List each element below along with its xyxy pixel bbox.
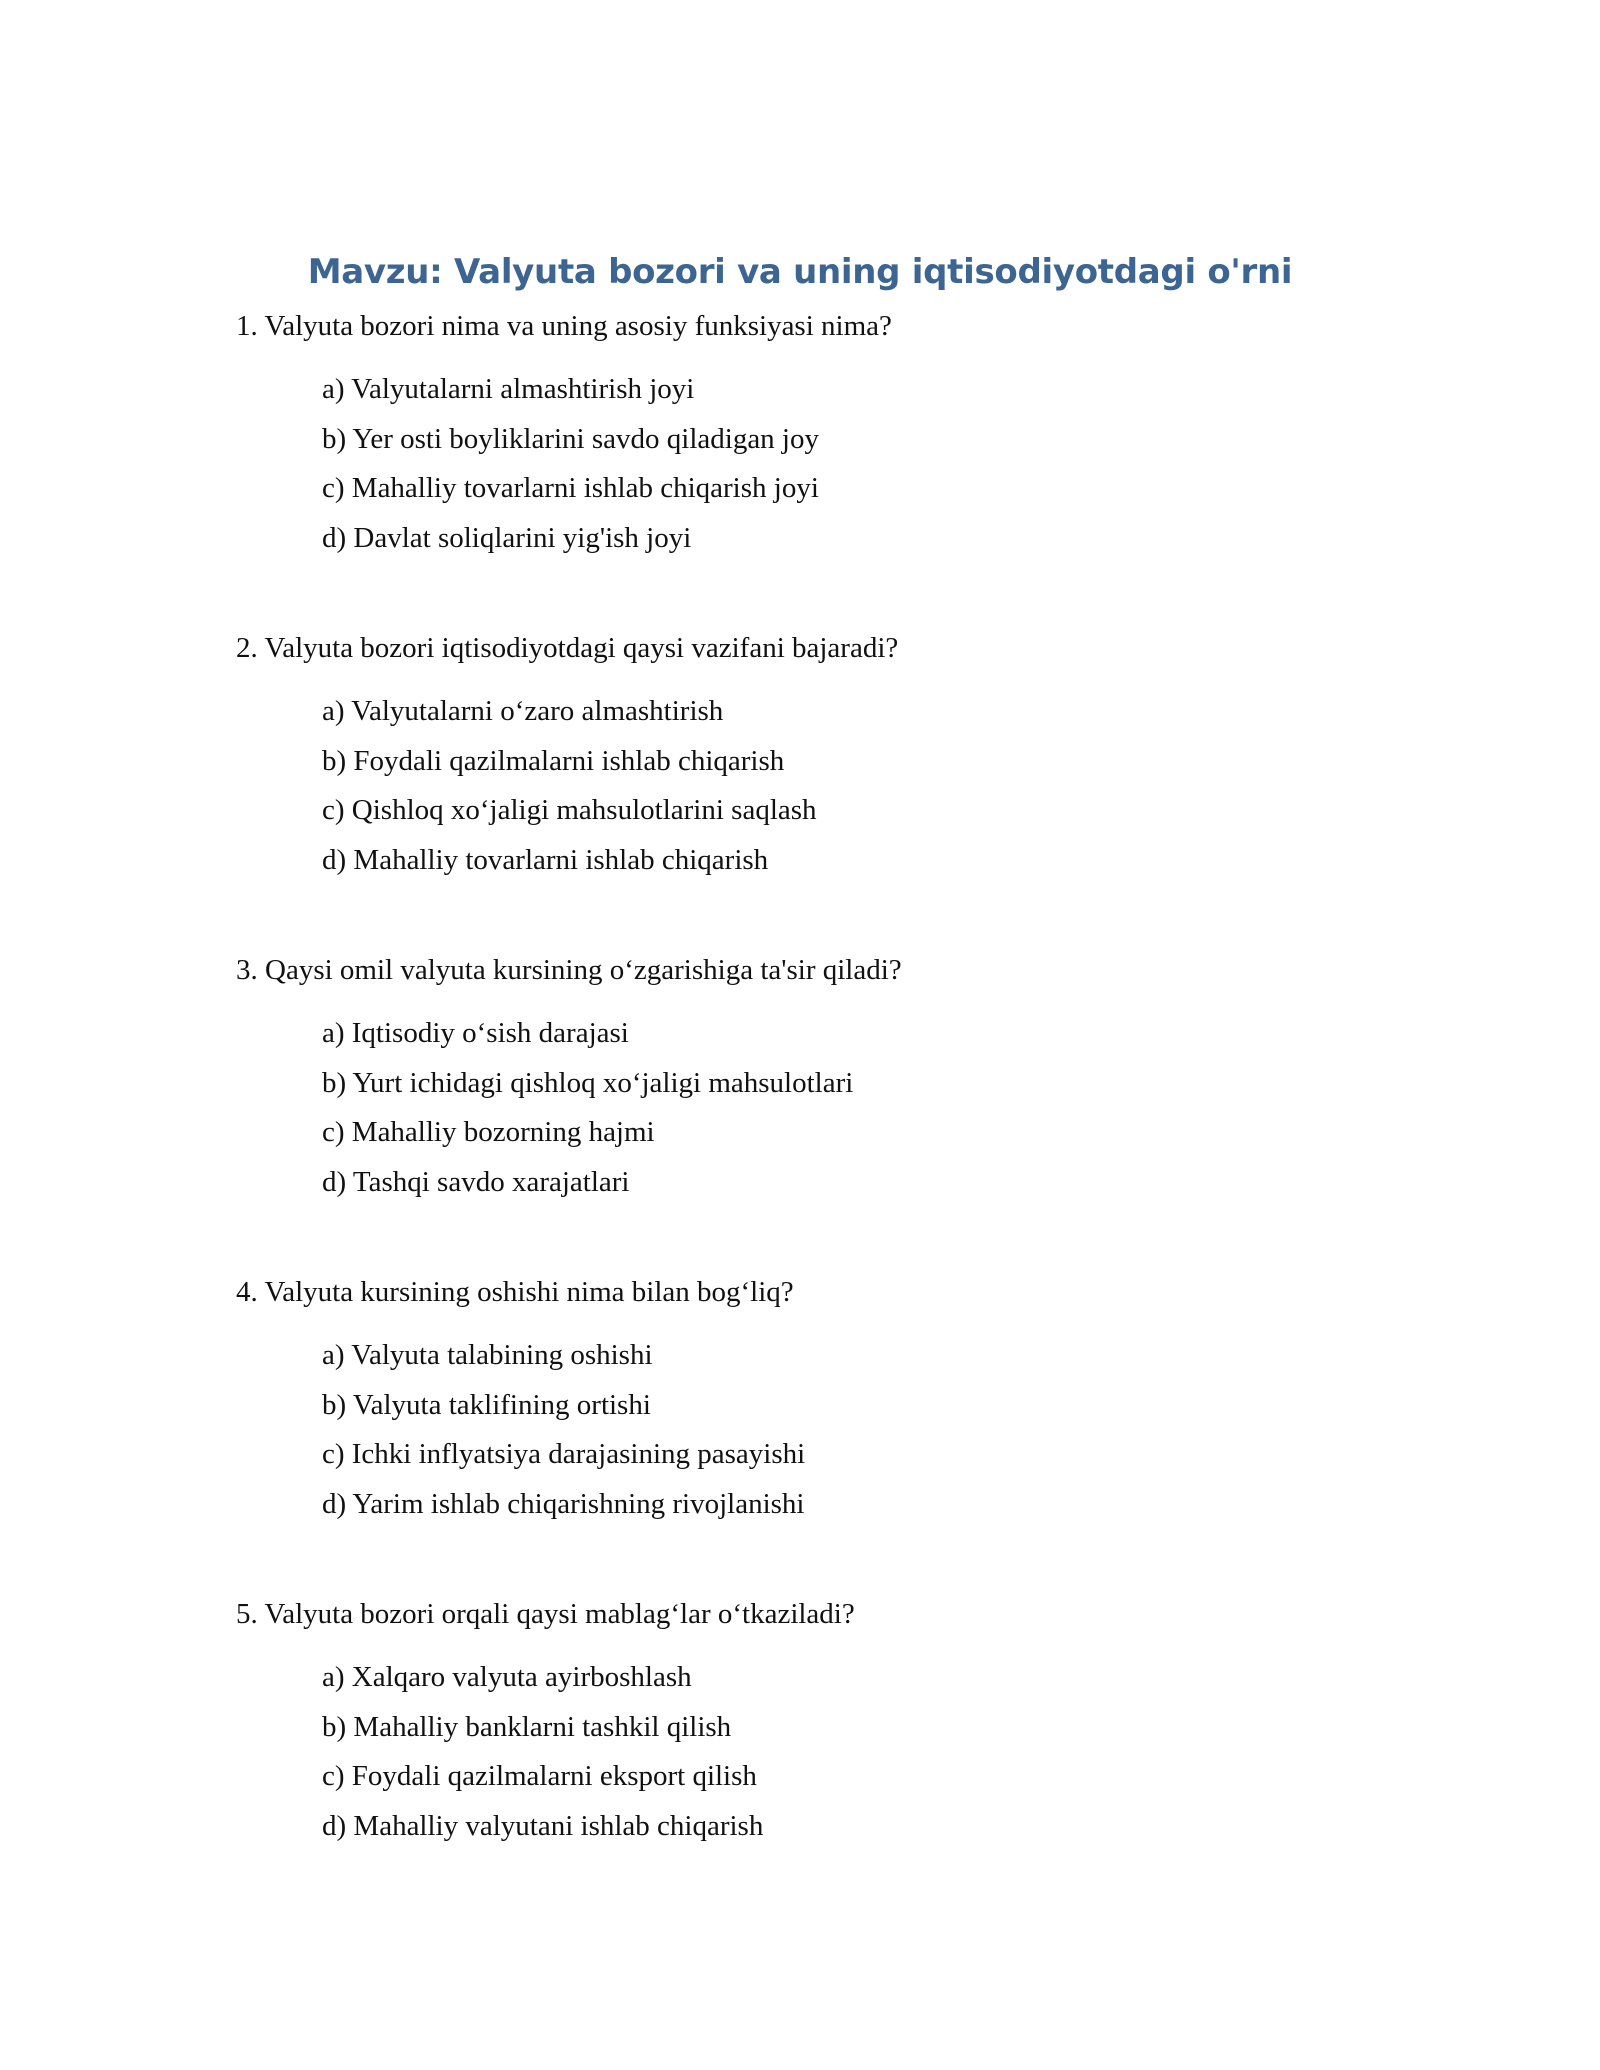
answer-options — [236, 1331, 1436, 1529]
question-text: 1. Valyuta bozori nima va uning asosiy funksiyasi nima? — [236, 310, 892, 342]
question-text: 3. Qaysi omil valyuta kursining o‘zgarishiga ta'sir qiladi? — [236, 954, 902, 986]
answer-option-d: d) Tashqi savdo xarajatlari — [322, 1165, 630, 1198]
answer-option-a: a) Valyuta talabining oshishi — [322, 1339, 653, 1371]
question-2 — [236, 629, 1436, 951]
answer-option-d: d) Davlat soliqlarini yig'ish joyi — [322, 521, 692, 554]
answer-option-c: c) Ichki inflyatsiya darajasining pasayishi — [322, 1438, 806, 1470]
answer-option-b: b) Foydali qazilmalarni ishlab chiqarish — [322, 744, 785, 777]
answer-options — [236, 687, 1436, 885]
answer-option-b: b) Valyuta taklifining ortishi — [322, 1388, 651, 1421]
question-list — [236, 307, 1436, 1917]
answer-option-d: d) Mahalliy valyutani ishlab chiqarish — [322, 1809, 764, 1842]
question-1 — [236, 307, 1436, 629]
question-5 — [236, 1595, 1436, 1917]
answer-options — [236, 365, 1436, 563]
answer-option-b: b) Mahalliy banklarni tashkil qilish — [322, 1710, 732, 1743]
answer-option-d: d) Mahalliy tovarlarni ishlab chiqarish — [322, 843, 769, 876]
answer-option-c: c) Foydali qazilmalarni eksport qilish — [322, 1760, 757, 1792]
answer-option-b: b) Yurt ichidagi qishloq xo‘jaligi mahsulotlari — [322, 1066, 854, 1099]
question-3 — [236, 951, 1436, 1273]
question-4 — [236, 1273, 1436, 1595]
answer-option-d: d) Yarim ishlab chiqarishning rivojlanishi — [322, 1487, 805, 1520]
answer-option-a: a) Xalqaro valyuta ayirboshlash — [322, 1661, 692, 1693]
document-title: Mavzu: Valyuta bozori va uning iqtisodiyotdagi o'rni — [307, 252, 1293, 292]
question-text: 5. Valyuta bozori orqali qaysi mablag‘lar o‘tkaziladi? — [236, 1598, 855, 1630]
answer-option-b: b) Yer osti boyliklarini savdo qiladigan joy — [322, 422, 819, 455]
answer-option-a: a) Iqtisodiy o‘sish darajasi — [322, 1017, 629, 1049]
answer-option-a: a) Valyutalarni almashtirish joyi — [322, 373, 695, 405]
answer-options — [236, 1009, 1436, 1207]
question-text: 4. Valyuta kursining oshishi nima bilan bog‘liq? — [236, 1276, 794, 1308]
answer-option-c: c) Mahalliy bozorning hajmi — [322, 1116, 655, 1148]
answer-options — [236, 1653, 1436, 1851]
answer-option-c: c) Mahalliy tovarlarni ishlab chiqarish joyi — [322, 472, 819, 504]
answer-option-a: a) Valyutalarni o‘zaro almashtirish — [322, 695, 724, 727]
answer-option-c: c) Qishloq xo‘jaligi mahsulotlarini saqlash — [322, 794, 817, 826]
question-text: 2. Valyuta bozori iqtisodiyotdagi qaysi vazifani bajaradi? — [236, 632, 899, 664]
